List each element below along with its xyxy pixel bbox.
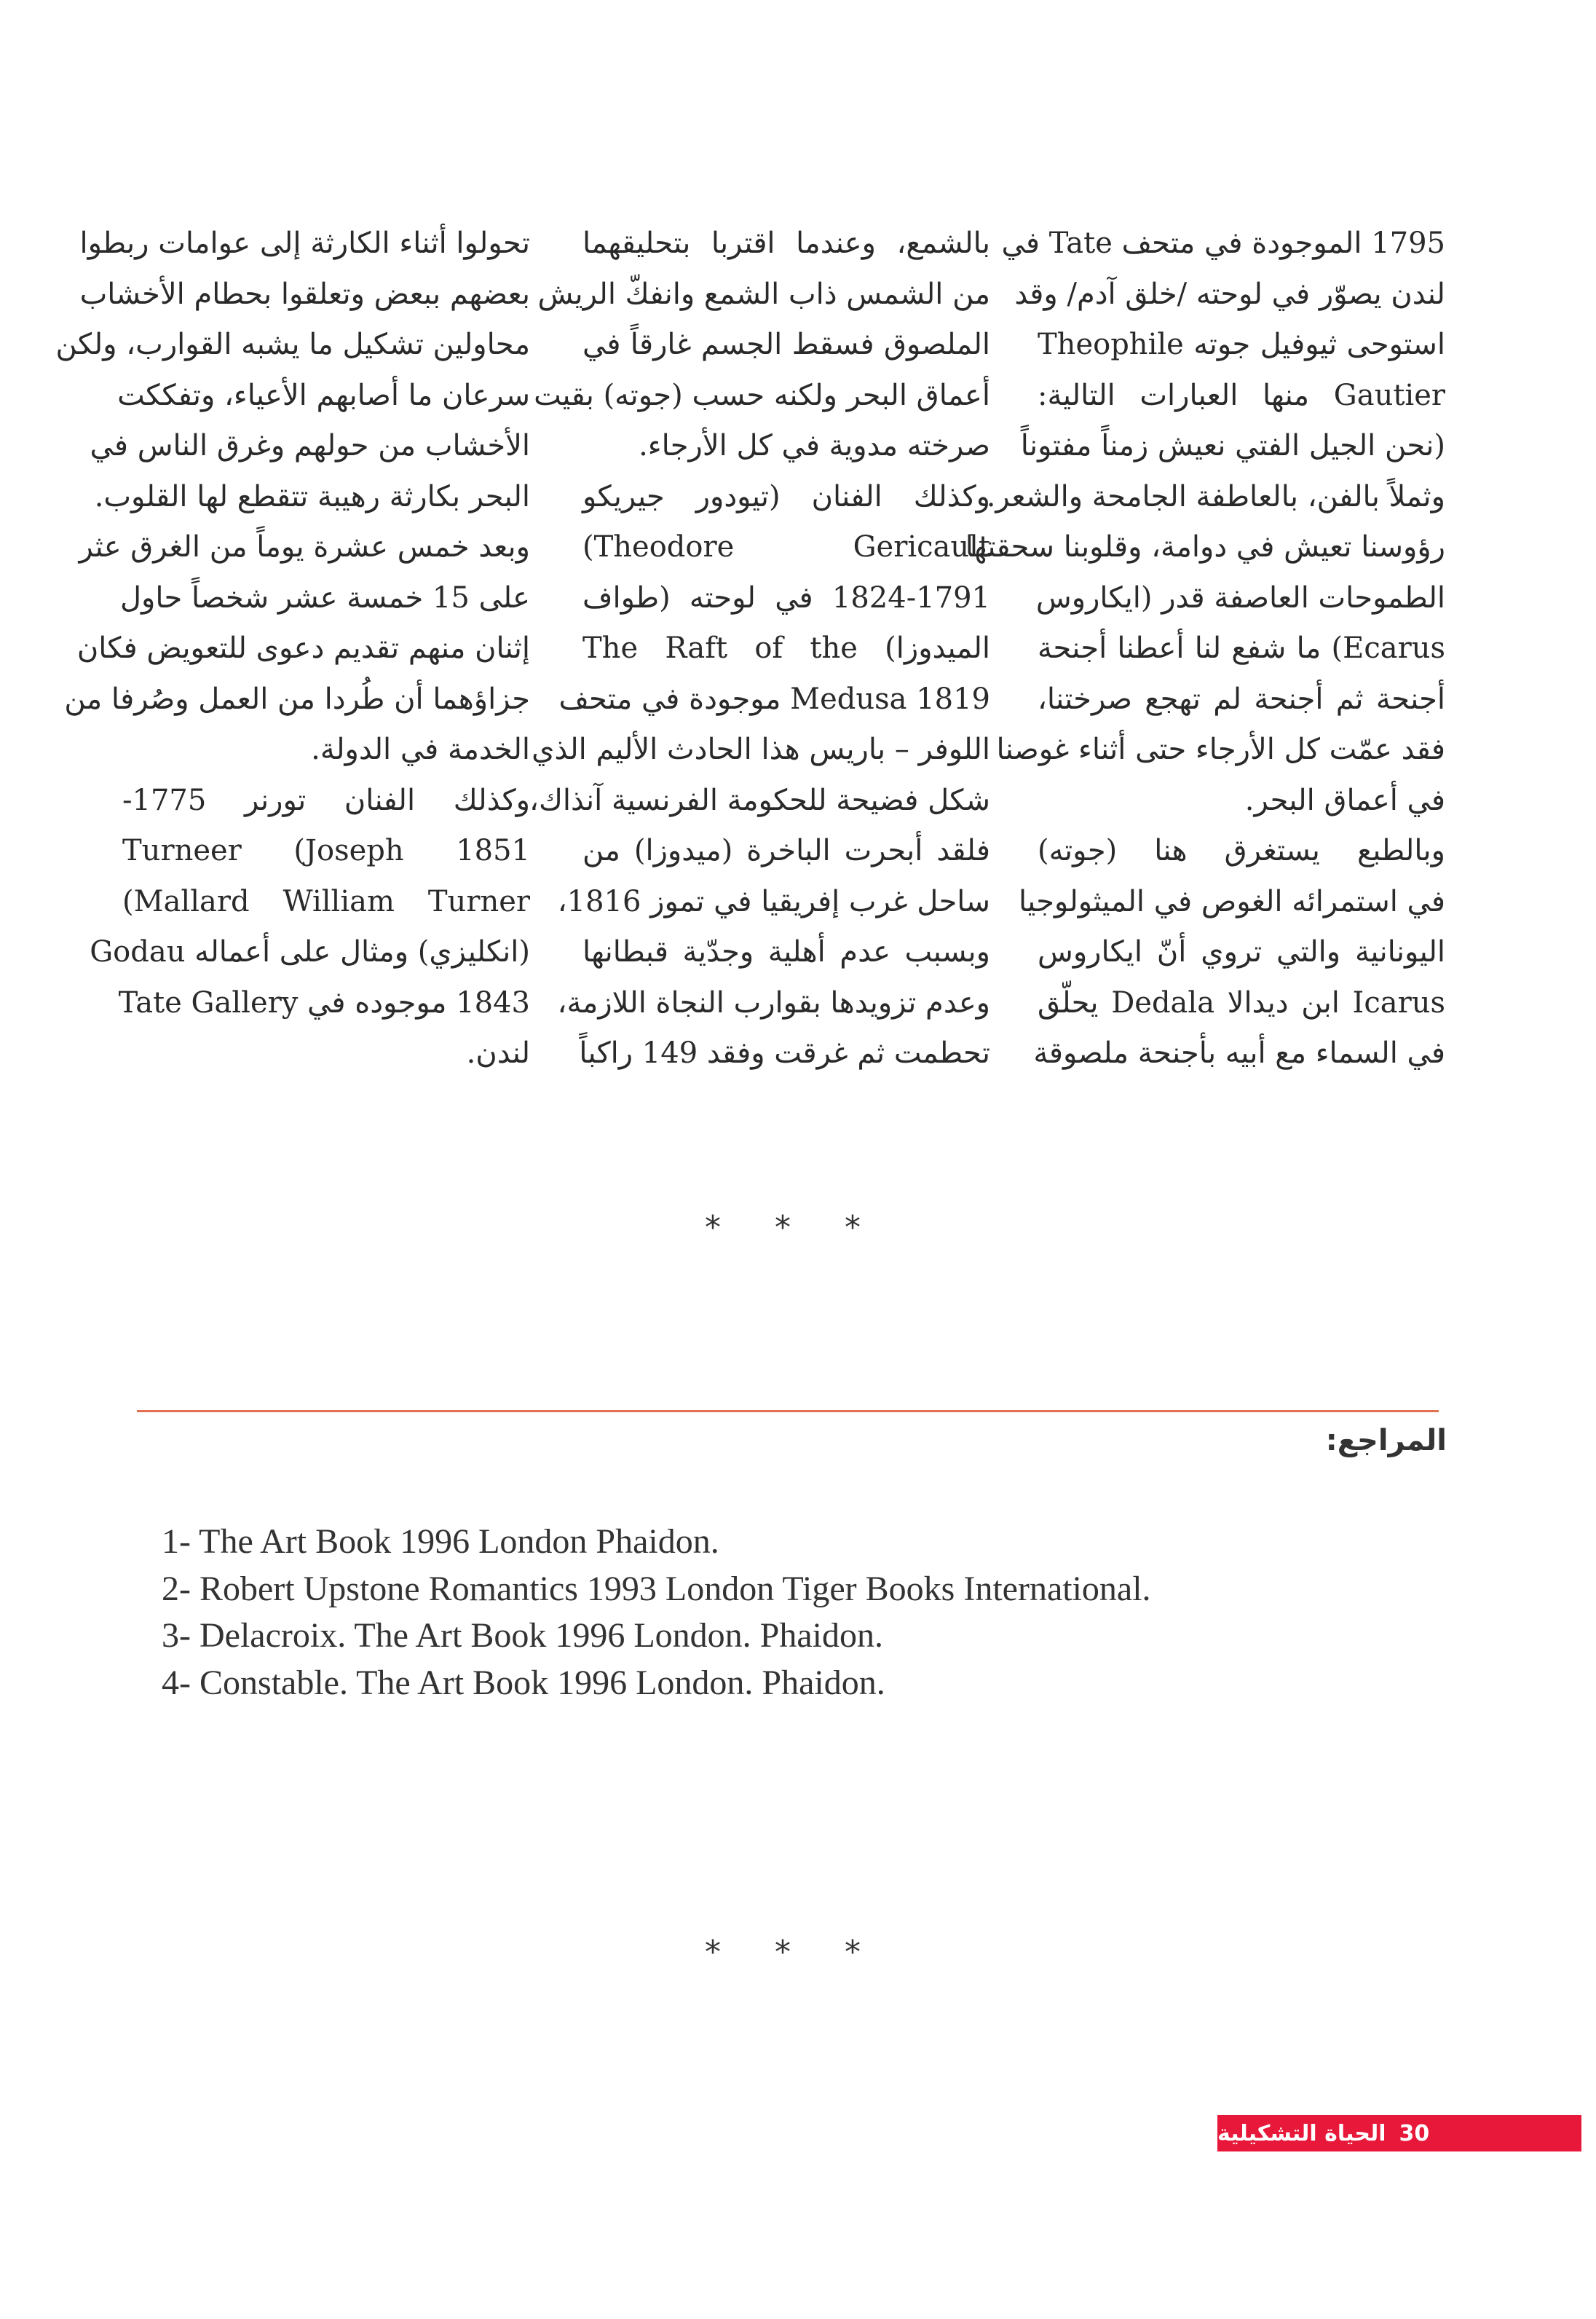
text-line: وبعد خمس عشرة يوماً من الغرق عثر	[79, 530, 530, 564]
reference-item: 4- Constable. The Art Book 1996 London. Phaidon.	[162, 1663, 885, 1702]
text-line: شكل فضيحة للحكومة الفرنسية آنذاك،	[529, 783, 990, 817]
text-line: استوحى ثيوفيل جوته Theophile	[1038, 328, 1445, 361]
section-separator-bottom: * * *	[705, 1934, 882, 1971]
text-line: أعماق البحر ولكنه حسب (جوته) بقيت	[534, 378, 990, 412]
text-line: البحر بكارثة رهيبة تتقطع لها القلوب.	[94, 479, 530, 513]
text-line: الميدوزا) The Raft of the	[582, 631, 990, 665]
text-line: بعضهم ببعض وتعلقوا بحطام الأخشاب	[79, 277, 530, 311]
text-line: جزاؤهما أن طُردا من العمل وصُرفا من	[64, 682, 530, 716]
text-line: Ecarus) ما شفع لنا أعطنا أجنحة	[1038, 631, 1445, 665]
text-line: 1851 Turneer (Joseph	[122, 834, 530, 867]
text-line: على 15 خمسة عشر شخصاً حاول	[119, 580, 530, 615]
text-line: وكذلك الفنان (تيودور جيريكو	[582, 479, 990, 513]
text-line: Theodore Gericault)	[582, 530, 990, 564]
text-line: الخدمة في الدولة.	[311, 733, 530, 766]
text-line: اللوفر – باريس هذا الحادث الأليم الذي	[532, 733, 990, 766]
page-number: 30	[1399, 2120, 1430, 2146]
text-line: فقد عمّت كل الأرجاء حتى أثناء غوصنا	[996, 733, 1445, 766]
text-line: Mallard William Turner)	[122, 884, 530, 918]
reference-item: 1- The Art Book 1996 London Phaidon.	[162, 1522, 719, 1561]
text-line: ساحل غرب إفريقيا في تموز 1816،	[557, 884, 990, 918]
text-line: Gautier منها العبارات التالية:	[1038, 378, 1445, 412]
text-line: الطموحات العاصفة قدر (ايكاروس	[1035, 580, 1445, 615]
text-line: فلقد أبحرت الباخرة (ميدوزا) من	[582, 834, 990, 867]
text-line: 1843 موجوده في Tate Gallery	[118, 985, 530, 1020]
reference-item: 2- Robert Upstone Romantics 1993 London Tiger Books International.	[162, 1569, 1151, 1608]
text-column-right	[965, 218, 1445, 1079]
text-line: في استمرائه الغوص في الميثولوجيا	[1018, 884, 1445, 918]
reference-item: 3- Delacroix. The Art Book 1996 London. Phaidon.	[162, 1616, 883, 1655]
text-line: 1824-1791 في لوحته (طواف	[582, 580, 990, 615]
magazine-title: الحياة التشكيلية	[1217, 2120, 1386, 2146]
text-line: الأخشاب من حولهم وغرق الناس في	[90, 429, 530, 462]
text-line: الملصوق فسقط الجسم غارقاً في	[582, 328, 990, 361]
text-line: وكذلك الفنان تورنر 1775-	[122, 783, 530, 817]
references-list	[162, 1519, 1151, 1706]
text-line: وثملاً بالفن، بالعاطفة الجامحة والشعر.	[986, 479, 1445, 513]
column-paragraph	[965, 218, 1445, 1079]
text-line: (انكليزي) ومثال على أعماله Godau	[90, 935, 530, 969]
text-line: تحولوا أثناء الكارثة إلى عوامات ربطوا	[79, 227, 530, 260]
text-line: وبالطبع يستغرق هنا (جوته)	[1038, 834, 1445, 867]
column-paragraph	[55, 218, 530, 1079]
text-line: بالشمع، وعندما اقتربا بتحليقهما	[582, 227, 990, 260]
text-line: Medusa 1819 موجودة في متحف	[558, 682, 990, 716]
text-line: من الشمس ذاب الشمع وانفكّ الريش	[537, 277, 990, 311]
text-line: صرخته مدوية في كل الأرجاء.	[639, 429, 990, 462]
text-line: رؤوسنا تعيش في دوامة، وقلوبنا سحقتها	[965, 530, 1445, 564]
text-line: اليونانية والتي تروي أنّ ايكاروس	[1038, 935, 1445, 969]
text-line: Icarus ابن ديدالا Dedala يحلّق	[1038, 985, 1445, 1020]
text-column-left	[55, 218, 530, 1079]
text-line: لندن يصوّر في لوحته /خلق آدم/ وقد	[1014, 277, 1445, 311]
text-line: تحطمت ثم غرقت وفقد 149 راكباً	[579, 1036, 990, 1070]
text-line: في أعماق البحر.	[1244, 783, 1445, 817]
text-line: أجنحة ثم أجنحة لم تهجع صرختنا،	[1038, 682, 1445, 716]
text-line: لندن.	[466, 1036, 530, 1070]
text-line: في السماء مع أبيه بأجنحة ملصوقة	[1033, 1036, 1445, 1070]
text-column-middle	[529, 218, 990, 1079]
text-line: 1795 الموجودة في متحف Tate في	[1001, 227, 1445, 260]
text-line: إثنان منهم تقديم دعوى للتعويض فكان	[76, 631, 530, 665]
text-line: محاولين تشكيل ما يشبه القوارب، ولكن	[55, 328, 530, 361]
column-paragraph	[529, 218, 990, 1079]
text-line: (نحن الجيل الفتي نعيش زمناً مفتوناً	[1020, 429, 1445, 462]
text-line: سرعان ما أصابهم الأعياء، وتفككت	[117, 378, 530, 412]
section-separator-top: * * *	[705, 1209, 882, 1246]
text-line: وبسبب عدم أهلية وجدّية قبطانها	[582, 935, 990, 969]
footer-badge	[1217, 2115, 1581, 2151]
references-divider	[137, 1410, 1439, 1412]
text-line: وعدم تزويدها بقوارب النجاة اللازمة،	[557, 985, 990, 1020]
references-heading: المراجع:	[1325, 1424, 1447, 1457]
